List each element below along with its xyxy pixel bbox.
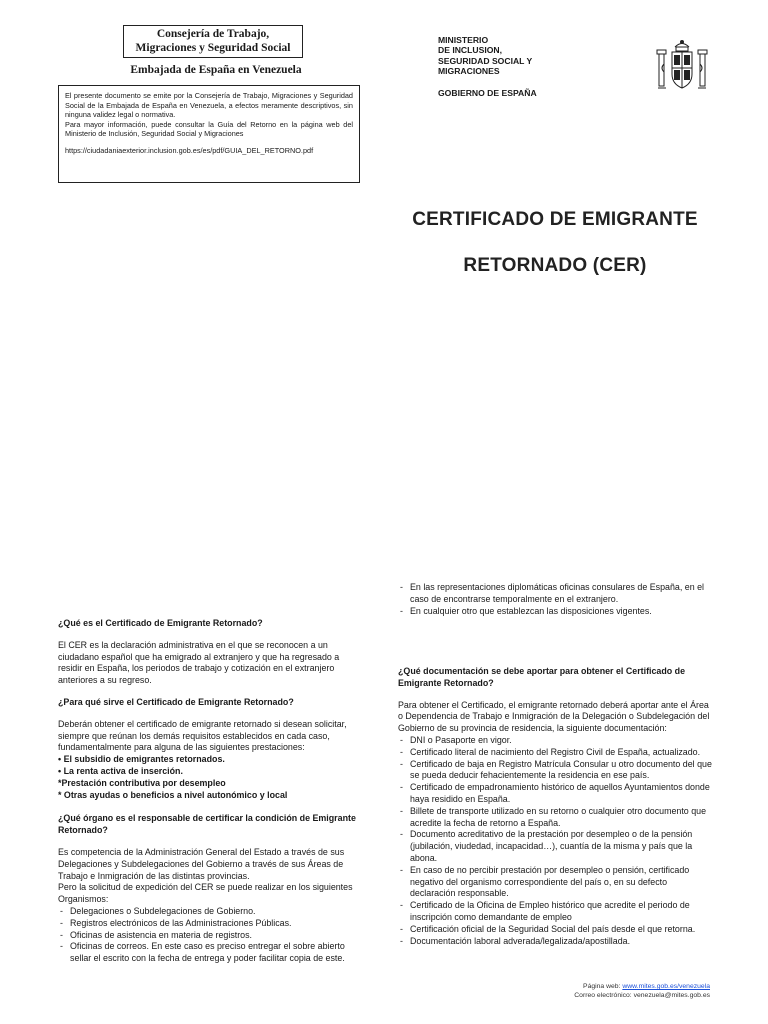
document-item: - Certificado literal de nacimiento del Registro Civil de España, actualizado. (398, 747, 713, 759)
page-title-line1: CERTIFICADO DE EMIGRANTE (412, 209, 698, 230)
ministerio-line: MINISTERIO (438, 35, 489, 45)
right-column-top (398, 582, 713, 617)
question-purpose: ¿Para qué sirve el Certificado de Emigrante Retornado? (58, 696, 294, 707)
organismo-item: - Oficinas de asistencia en materia de registros. (58, 930, 358, 942)
organismo-item: - Registros electrónicos de las Administraciones Públicas. (58, 918, 358, 930)
notice-url[interactable]: https://ciudadaniaexterior.inclusion.gob.es/es/pdf/GUIA_DEL_RETORNO.pdf (65, 145, 314, 155)
question-what-is: ¿Qué es el Certificado de Emigrante Retornado? (58, 618, 263, 628)
footer-web (540, 982, 710, 991)
answer-responsible: Es competencia de la Administración General del Estado a través de sus Delegaciones y Subdelegaciones del Gobierno a través de sus Áreas de Trabajo e Inmigración de las distintas provincias. (58, 846, 345, 881)
notice-more-info: Para mayor información, puede consultar la Guía del Retorno en la página web del Ministerio de Inclusión, Seguridad Social y Migraciones (65, 119, 353, 139)
answer-responsible-2: Pero la solicitud de expedición del CER se puede realizar en los siguientes Organismos: (58, 882, 353, 905)
consejeria-line1: Consejería de Trabajo, (156, 28, 270, 40)
ministerio-block (438, 35, 578, 76)
right-column (398, 666, 713, 947)
document-item: - Documento acreditativo de la prestación por desempleo o de la pensión (jubilación, viudedad, incapacidad…), cuantía de la misma y país que la abona. (398, 829, 713, 864)
ministerio-line: DE INCLUSION, (438, 45, 502, 56)
answer-purpose: Deberán obtener el certificado de emigrante retornado si desean solicitar, siempre que reúnan los demás requisitos establecidos en cada caso, fundamentalmente para alguna de las siguientes prestaciones: (58, 718, 347, 753)
document-item: - Certificado de empadronamiento histórico de aquellos Ayuntamientos donde haya residido en España. (398, 782, 713, 806)
answer-what-is: El CER es la declaración administrativa en el que se reconocen a un ciudadano español que ha emigrado al extranjero y que ha regresado a residir en España, los periodos de trabajo y cotización en el extranjero anteriores a su regreso. (58, 639, 340, 686)
benefit-item: * Otras ayudas o beneficios a nivel autonómico y local (58, 789, 288, 800)
embajada-label: Embajada de España en Venezuela (130, 64, 302, 76)
notice-text: El presente documento se emite por la Consejería de Trabajo, Migraciones y Seguridad Social de la Embajada de España en Venezuela, a efectos meramente descriptivos, sin ninguna validez legal o normativa. (65, 91, 353, 120)
benefit-item: • El subsidio de emigrantes retornados. (58, 754, 225, 765)
organismo-item: - Delegaciones o Subdelegaciones de Gobierno. (58, 906, 358, 918)
notice-box (58, 85, 360, 183)
footer (540, 982, 710, 1000)
left-column (58, 618, 358, 965)
document-item: - Certificado de baja en Registro Matrícula Consular u otro documento del que se pueda deducir fehacientemente la residencia en ese país. (398, 759, 713, 783)
benefit-item: *Prestación contributiva por desempleo (58, 777, 226, 788)
ministerio-line: SEGURIDAD SOCIAL Y (438, 55, 533, 66)
question-responsible: ¿Qué órgano es el responsable de certificar la condición de Emigrante Retornado? (58, 813, 356, 836)
document-item: - En caso de no percibir prestación por desempleo o pensión, certificado negativo del organismo correspondiente del país o, en su defecto declaración responsable. (398, 865, 713, 900)
document-item: - Certificado de la Oficina de Empleo histórico que acredite el periodo de inscripción como demandante de empleo (398, 900, 713, 924)
footer-web-link[interactable]: www.mites.gob.es/venezuela (622, 983, 710, 990)
answer-documentation: Para obtener el Certificado, el emigrante retornado deberá aportar ante el Área o Dependencia de Trabajo e Inmigración de la Delegación o Subdelegación del Gobierno de su provincia de residencia, la siguiente documentación: (398, 699, 710, 734)
gobierno-label: GOBIERNO DE ESPAÑA (438, 88, 537, 98)
consejeria-box (123, 25, 303, 58)
document-item: - Billete de transporte utilizado en su retorno o cualquier otro documento que acredite la fecha de retorno a España. (398, 806, 713, 830)
footer-email: Correo electrónico: venezuela@mites.gob.es (574, 992, 710, 999)
organismo-item: - En las representaciones diplomáticas oficinas consulares de España, en el caso de encontrarse temporalmente en el extranjero. (398, 582, 713, 606)
footer-web-label: Página web: (583, 983, 621, 990)
document-item: - Certificación oficial de la Seguridad Social del país desde el que retorna. (398, 924, 713, 936)
spain-coat-of-arms-icon (655, 38, 709, 96)
document-item: - Documentación laboral adverada/legalizada/apostillada. (398, 936, 713, 948)
benefit-item: • La renta activa de inserción. (58, 765, 183, 776)
page-title-line2: RETORNADO (CER) (463, 255, 647, 276)
question-documentation: ¿Qué documentación se debe aportar para obtener el Certificado de Emigrante Retornado? (398, 666, 686, 688)
consejeria-line2: Migraciones y Seguridad Social (135, 42, 291, 54)
document-item: - DNI o Pasaporte en vigor. (398, 735, 713, 747)
organismo-item: - En cualquier otro que establezcan las disposiciones vigentes. (398, 606, 713, 618)
organismo-item: - Oficinas de correos. En este caso es preciso entregar el sobre abierto sellar el escrito con la fecha de entrega y poder facilitar copia de este. (58, 941, 358, 965)
ministerio-line: MIGRACIONES (438, 65, 500, 76)
